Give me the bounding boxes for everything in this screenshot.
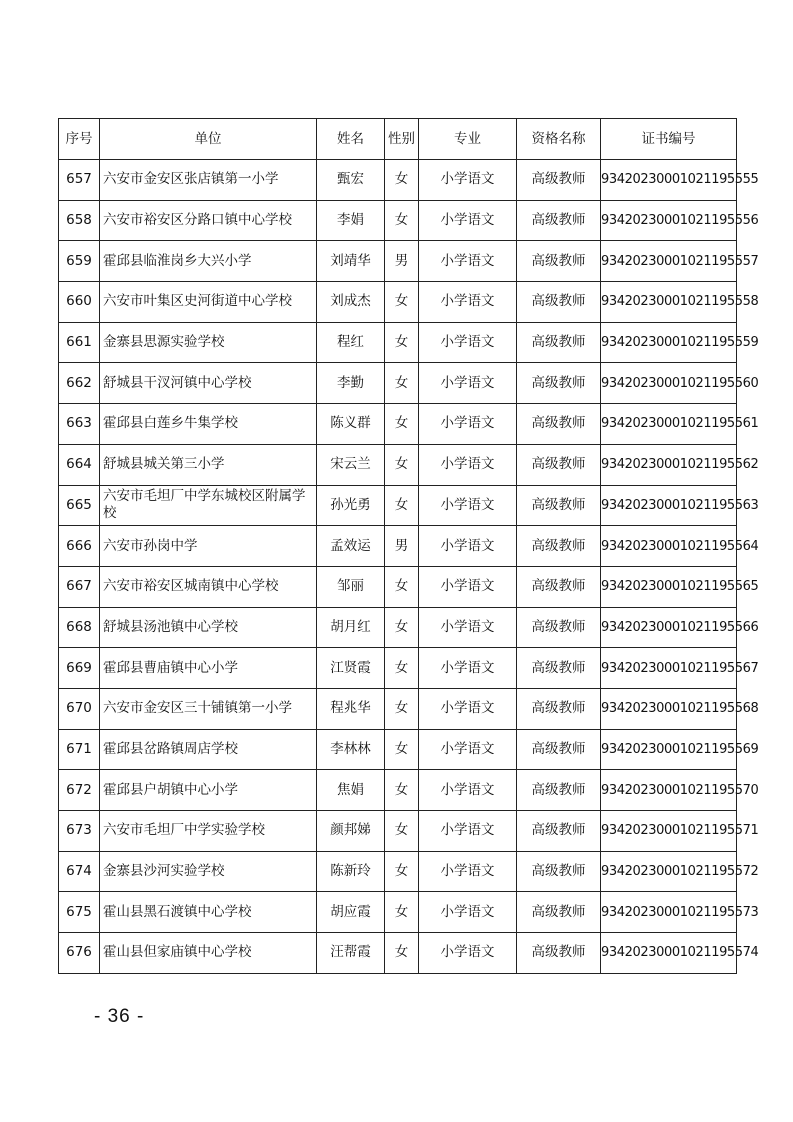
- cell-name: 孟效运: [317, 526, 385, 567]
- cell-subject: 小学语文: [419, 648, 517, 689]
- header-qualification: 资格名称: [517, 119, 601, 160]
- table-header-row: [59, 119, 737, 160]
- header-unit: 单位: [100, 119, 317, 160]
- cell-gender: 女: [385, 688, 419, 729]
- cell-name: 宋云兰: [317, 444, 385, 485]
- cell-gender: 女: [385, 444, 419, 485]
- cell-gender: 女: [385, 322, 419, 363]
- cell-gender: 女: [385, 851, 419, 892]
- cell-serial: 664: [59, 444, 100, 485]
- cell-unit: 金寨县沙河实验学校: [100, 851, 317, 892]
- cell-name: 汪帮霞: [317, 933, 385, 974]
- cell-qualification: 高级教师: [517, 241, 601, 282]
- cell-name: 程红: [317, 322, 385, 363]
- cell-certificate-number: 93420230001021195559: [601, 322, 737, 363]
- certificate-table: [58, 118, 759, 974]
- cell-subject: 小学语文: [419, 160, 517, 201]
- cell-gender: 女: [385, 282, 419, 323]
- cell-certificate-number: 93420230001021195565: [601, 566, 737, 607]
- cell-name: 刘靖华: [317, 241, 385, 282]
- cell-subject: 小学语文: [419, 444, 517, 485]
- cell-qualification: 高级教师: [517, 607, 601, 648]
- cell-certificate-number: 93420230001021195556: [601, 200, 737, 241]
- cell-unit: 霍邱县岔路镇周店学校: [100, 729, 317, 770]
- cell-qualification: 高级教师: [517, 892, 601, 933]
- cell-qualification: 高级教师: [517, 688, 601, 729]
- cell-qualification: 高级教师: [517, 485, 601, 526]
- cell-gender: 男: [385, 241, 419, 282]
- cell-certificate-number: 93420230001021195573: [601, 892, 737, 933]
- cell-subject: 小学语文: [419, 729, 517, 770]
- cell-serial: 657: [59, 160, 100, 201]
- table-row: [59, 607, 737, 648]
- cell-name: 李娟: [317, 200, 385, 241]
- cell-subject: 小学语文: [419, 770, 517, 811]
- cell-gender: 女: [385, 729, 419, 770]
- cell-certificate-number: 93420230001021195571: [601, 811, 737, 852]
- cell-qualification: 高级教师: [517, 933, 601, 974]
- cell-certificate-number: 93420230001021195572: [601, 851, 737, 892]
- cell-certificate-number: 93420230001021195560: [601, 363, 737, 404]
- cell-serial: 669: [59, 648, 100, 689]
- cell-certificate-number: 93420230001021195566: [601, 607, 737, 648]
- cell-certificate-number: 93420230001021195555: [601, 160, 737, 201]
- cell-subject: 小学语文: [419, 200, 517, 241]
- cell-unit: 六安市裕安区城南镇中心学校: [100, 566, 317, 607]
- cell-serial: 666: [59, 526, 100, 567]
- cell-name: 李林林: [317, 729, 385, 770]
- header-gender: 性别: [385, 119, 419, 160]
- cell-qualification: 高级教师: [517, 729, 601, 770]
- cell-unit: 舒城县城关第三小学: [100, 444, 317, 485]
- table-row: [59, 851, 737, 892]
- cell-unit: 霍邱县曹庙镇中心小学: [100, 648, 317, 689]
- cell-qualification: 高级教师: [517, 526, 601, 567]
- cell-unit: 六安市裕安区分路口镇中心学校: [100, 200, 317, 241]
- table-row: [59, 241, 737, 282]
- cell-subject: 小学语文: [419, 526, 517, 567]
- cell-name: 李勤: [317, 363, 385, 404]
- cell-subject: 小学语文: [419, 892, 517, 933]
- cell-name: 甄宏: [317, 160, 385, 201]
- cell-qualification: 高级教师: [517, 566, 601, 607]
- cell-unit: 六安市金安区三十铺镇第一小学: [100, 688, 317, 729]
- header-name: 姓名: [317, 119, 385, 160]
- cell-serial: 659: [59, 241, 100, 282]
- cell-unit: 霍山县但家庙镇中心学校: [100, 933, 317, 974]
- cell-subject: 小学语文: [419, 322, 517, 363]
- header-certificate-number: 证书编号: [601, 119, 737, 160]
- cell-certificate-number: 93420230001021195564: [601, 526, 737, 567]
- cell-name: 胡应霞: [317, 892, 385, 933]
- cell-qualification: 高级教师: [517, 811, 601, 852]
- cell-serial: 658: [59, 200, 100, 241]
- cell-name: 颜邦娣: [317, 811, 385, 852]
- cell-name: 孙光勇: [317, 485, 385, 526]
- cell-serial: 671: [59, 729, 100, 770]
- cell-certificate-number: 93420230001021195558: [601, 282, 737, 323]
- cell-serial: 672: [59, 770, 100, 811]
- cell-serial: 665: [59, 485, 100, 526]
- cell-gender: 女: [385, 607, 419, 648]
- table-row: [59, 363, 737, 404]
- cell-qualification: 高级教师: [517, 200, 601, 241]
- cell-subject: 小学语文: [419, 933, 517, 974]
- cell-serial: 673: [59, 811, 100, 852]
- cell-name: 焦娟: [317, 770, 385, 811]
- cell-qualification: 高级教师: [517, 444, 601, 485]
- cell-subject: 小学语文: [419, 282, 517, 323]
- cell-unit: 六安市金安区张店镇第一小学: [100, 160, 317, 201]
- table-row: [59, 566, 737, 607]
- cell-serial: 668: [59, 607, 100, 648]
- cell-qualification: 高级教师: [517, 322, 601, 363]
- table-row: [59, 811, 737, 852]
- cell-unit: 舒城县干汊河镇中心学校: [100, 363, 317, 404]
- table-row: [59, 282, 737, 323]
- cell-serial: 674: [59, 851, 100, 892]
- cell-qualification: 高级教师: [517, 282, 601, 323]
- cell-subject: 小学语文: [419, 363, 517, 404]
- table-row: [59, 933, 737, 974]
- cell-qualification: 高级教师: [517, 404, 601, 445]
- cell-unit: 六安市孙岗中学: [100, 526, 317, 567]
- cell-gender: 女: [385, 770, 419, 811]
- cell-gender: 女: [385, 811, 419, 852]
- cell-serial: 661: [59, 322, 100, 363]
- cell-subject: 小学语文: [419, 607, 517, 648]
- table-body: [59, 160, 759, 974]
- header-serial: 序号: [59, 119, 100, 160]
- cell-unit: 六安市叶集区史河街道中心学校: [100, 282, 317, 323]
- table-row: [59, 526, 737, 567]
- cell-unit: 六安市毛坦厂中学实验学校: [100, 811, 317, 852]
- table-row: [59, 160, 737, 201]
- cell-serial: 660: [59, 282, 100, 323]
- cell-unit: 霍邱县户胡镇中心小学: [100, 770, 317, 811]
- cell-certificate-number: 93420230001021195557: [601, 241, 737, 282]
- cell-subject: 小学语文: [419, 404, 517, 445]
- cell-name: 陈义群: [317, 404, 385, 445]
- cell-subject: 小学语文: [419, 811, 517, 852]
- cell-unit: 霍山县黑石渡镇中心学校: [100, 892, 317, 933]
- cell-serial: 676: [59, 933, 100, 974]
- page-number: - 36 -: [94, 1006, 145, 1027]
- cell-subject: 小学语文: [419, 688, 517, 729]
- cell-name: 邹丽: [317, 566, 385, 607]
- cell-subject: 小学语文: [419, 241, 517, 282]
- cell-certificate-number: 93420230001021195561: [601, 404, 737, 445]
- cell-subject: 小学语文: [419, 566, 517, 607]
- cell-serial: 662: [59, 363, 100, 404]
- cell-subject: 小学语文: [419, 485, 517, 526]
- header-subject: 专业: [419, 119, 517, 160]
- cell-certificate-number: 93420230001021195563: [601, 485, 737, 526]
- cell-qualification: 高级教师: [517, 648, 601, 689]
- cell-name: 陈新玲: [317, 851, 385, 892]
- cell-name: 程兆华: [317, 688, 385, 729]
- cell-certificate-number: 93420230001021195570: [601, 770, 737, 811]
- cell-certificate-number: 93420230001021195569: [601, 729, 737, 770]
- table-row: [59, 892, 737, 933]
- cell-qualification: 高级教师: [517, 160, 601, 201]
- cell-gender: 女: [385, 363, 419, 404]
- table-row: [59, 770, 737, 811]
- cell-certificate-number: 93420230001021195574: [601, 933, 737, 974]
- cell-unit: 霍邱县白莲乡牛集学校: [100, 404, 317, 445]
- table-row: [59, 729, 737, 770]
- cell-serial: 667: [59, 566, 100, 607]
- cell-gender: 女: [385, 200, 419, 241]
- cell-gender: 女: [385, 933, 419, 974]
- cell-gender: 女: [385, 566, 419, 607]
- table-row: [59, 200, 737, 241]
- cell-gender: 男: [385, 526, 419, 567]
- cell-unit: 金寨县思源实验学校: [100, 322, 317, 363]
- cell-serial: 663: [59, 404, 100, 445]
- cell-name: 胡月红: [317, 607, 385, 648]
- cell-serial: 670: [59, 688, 100, 729]
- cell-certificate-number: 93420230001021195567: [601, 648, 737, 689]
- table-row: [59, 404, 737, 445]
- cell-name: 江贤霞: [317, 648, 385, 689]
- cell-gender: 女: [385, 404, 419, 445]
- cell-qualification: 高级教师: [517, 851, 601, 892]
- table-row: [59, 688, 737, 729]
- cell-unit: 霍邱县临淮岗乡大兴小学: [100, 241, 317, 282]
- cell-certificate-number: 93420230001021195562: [601, 444, 737, 485]
- table-row: [59, 485, 737, 526]
- cell-certificate-number: 93420230001021195568: [601, 688, 737, 729]
- cell-unit: 舒城县汤池镇中心学校: [100, 607, 317, 648]
- cell-serial: 675: [59, 892, 100, 933]
- table-row: [59, 648, 737, 689]
- table-row: [59, 322, 737, 363]
- cell-unit: 六安市毛坦厂中学东城校区附属学校: [100, 485, 317, 526]
- table-row: [59, 444, 737, 485]
- cell-qualification: 高级教师: [517, 770, 601, 811]
- cell-name: 刘成杰: [317, 282, 385, 323]
- cell-gender: 女: [385, 485, 419, 526]
- cell-gender: 女: [385, 648, 419, 689]
- cell-qualification: 高级教师: [517, 363, 601, 404]
- cell-gender: 女: [385, 892, 419, 933]
- cell-subject: 小学语文: [419, 851, 517, 892]
- cell-gender: 女: [385, 160, 419, 201]
